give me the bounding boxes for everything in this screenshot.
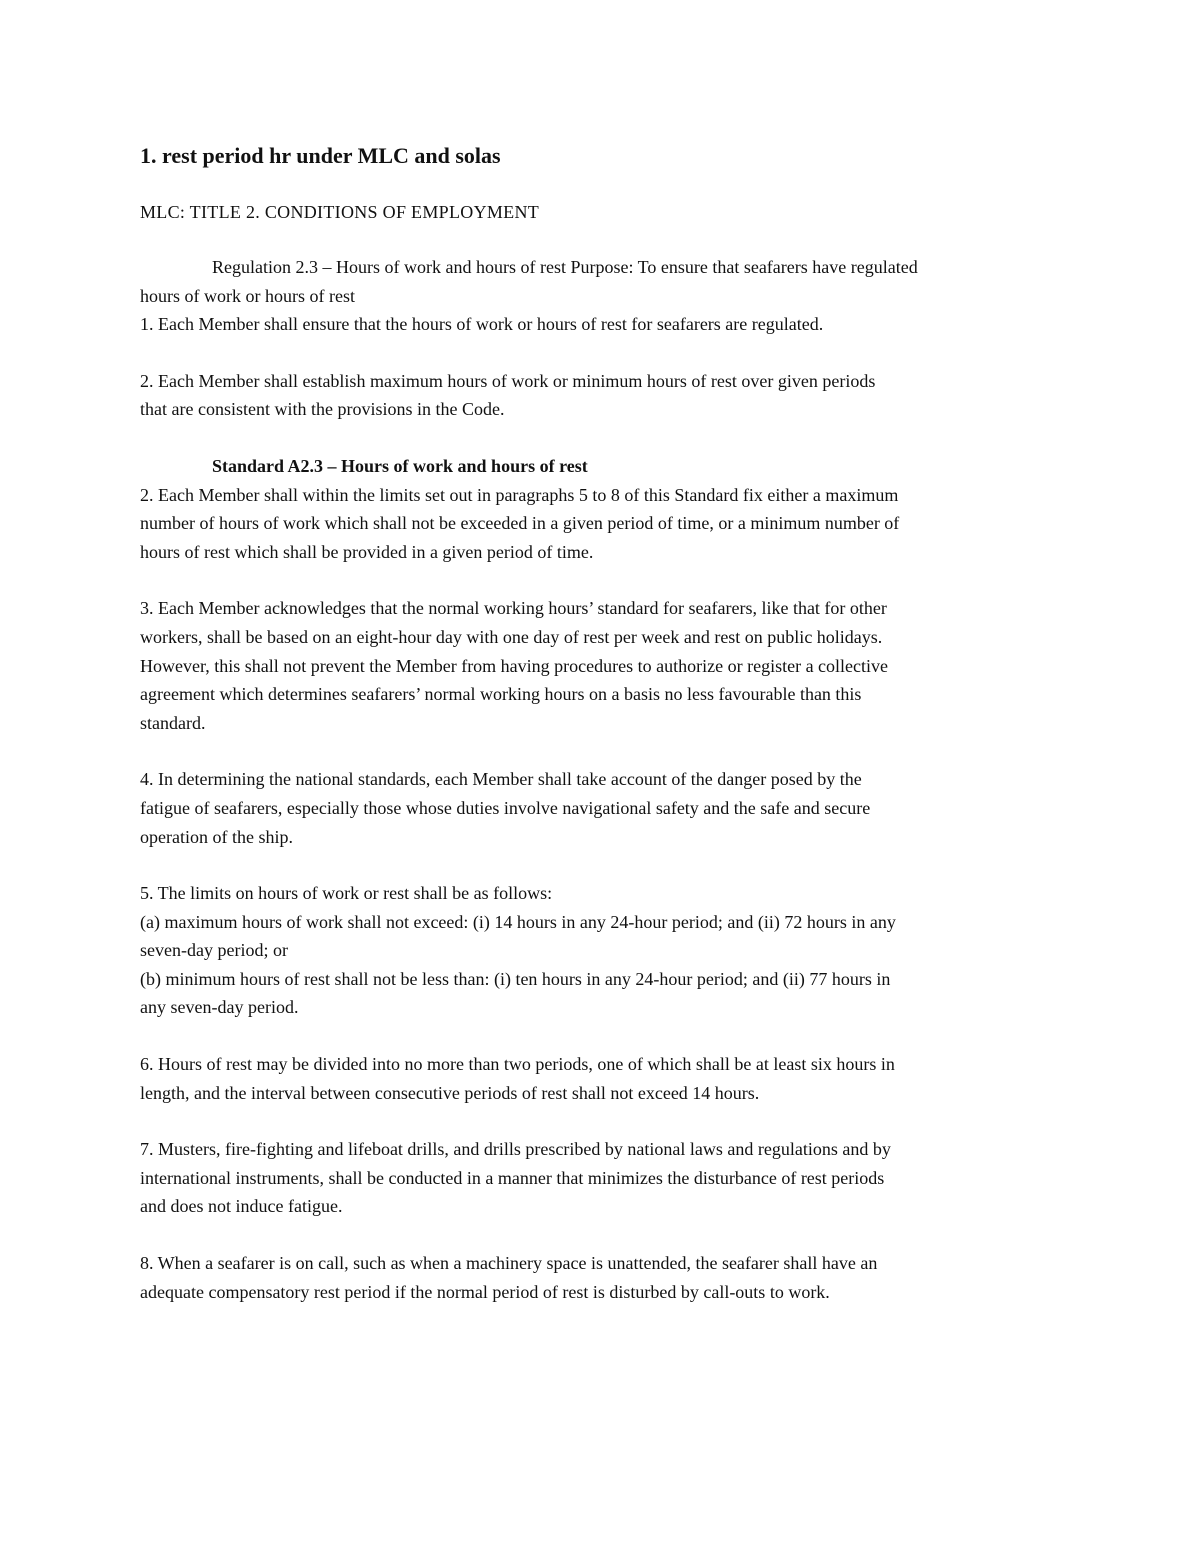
- document-title: 1. rest period hr under MLC and solas: [140, 143, 501, 168]
- standard-paragraph-5: [140, 879, 1060, 1022]
- standard-paragraph-7: [140, 1135, 1060, 1221]
- standard-heading: Standard A2.3 – Hours of work and hours of rest: [212, 455, 588, 476]
- standard-paragraph-2: [140, 481, 1060, 567]
- regulation-intro-line-1: Regulation 2.3 – Hours of work and hours of rest Purpose: To ensure that seafarers have regulated: [212, 257, 918, 277]
- paragraph-line: 6. Hours of rest may be divided into no more than two periods, one of which shall be at least six hours in: [140, 1054, 895, 1075]
- paragraph-line: and does not induce fatigue.: [140, 1196, 343, 1217]
- paragraph-line: hours of rest which shall be provided in a given period of time.: [140, 541, 594, 562]
- regulation-paragraph-2-line-1: 2. Each Member shall establish maximum hours of work or minimum hours of rest over given periods: [140, 370, 876, 391]
- paragraph-line: adequate compensatory rest period if the normal period of rest is disturbed by call-outs to work.: [140, 1281, 830, 1302]
- paragraph-line: 7. Musters, fire-fighting and lifeboat drills, and drills prescribed by national laws and regulations and by: [140, 1139, 891, 1160]
- paragraph-line: fatigue of seafarers, especially those whose duties involve navigational safety and the safe and secure: [140, 797, 871, 818]
- paragraph-line: length, and the interval between consecutive periods of rest shall not exceed 14 hours.: [140, 1082, 760, 1103]
- standard-paragraph-3: [140, 594, 1060, 737]
- regulation-intro-line-2: hours of work or hours of rest: [140, 285, 355, 306]
- standard-paragraph-6: [140, 1050, 1060, 1107]
- paragraph-line: 2. Each Member shall within the limits set out in paragraphs 5 to 8 of this Standard fix either a maximum: [140, 484, 899, 505]
- regulation-paragraph-2-line-2: that are consistent with the provisions in the Code.: [140, 399, 505, 420]
- paragraph-line: number of hours of work which shall not be exceeded in a given period of time, or a minimum number of: [140, 513, 900, 534]
- regulation-paragraph-1: 1. Each Member shall ensure that the hours of work or hours of rest for seafarers are regulated.: [140, 314, 824, 335]
- section-heading: MLC: TITLE 2. CONDITIONS OF EMPLOYMENT: [140, 202, 540, 222]
- standard-block: [140, 452, 1060, 1306]
- paragraph-line: 5. The limits on hours of work or rest shall be as follows:: [140, 883, 553, 904]
- paragraph-line: (a) maximum hours of work shall not exceed: (i) 14 hours in any 24-hour period; and (ii) 72 hours in any: [140, 911, 896, 932]
- paragraph-line: 3. Each Member acknowledges that the normal working hours’ standard for seafarers, like that for other: [140, 598, 887, 619]
- paragraph-line: any seven-day period.: [140, 997, 299, 1018]
- paragraph-line: international instruments, shall be conducted in a manner that minimizes the disturbance of rest periods: [140, 1167, 885, 1188]
- standard-paragraph-4: [140, 765, 1060, 851]
- paragraph-line: workers, shall be based on an eight-hour day with one day of rest per week and rest on public holidays.: [140, 626, 883, 647]
- paragraph-line: However, this shall not prevent the Member from having procedures to authorize or register a collective: [140, 655, 889, 676]
- document-page: [140, 140, 1060, 1306]
- paragraph-line: operation of the ship.: [140, 826, 293, 847]
- paragraph-line: seven-day period; or: [140, 940, 288, 961]
- paragraph-line: agreement which determines seafarers’ normal working hours on a basis no less favourable than this: [140, 684, 862, 705]
- standard-paragraph-8: [140, 1249, 1060, 1306]
- paragraph-line: 4. In determining the national standards, each Member shall take account of the danger posed by the: [140, 769, 862, 790]
- paragraph-line: (b) minimum hours of rest shall not be less than: (i) ten hours in any 24-hour period; and (ii) 77 hours in: [140, 968, 891, 989]
- regulation-block: [140, 253, 1060, 424]
- paragraph-line: standard.: [140, 712, 206, 733]
- paragraph-line: 8. When a seafarer is on call, such as when a machinery space is unattended, the seafarer shall have an: [140, 1253, 878, 1274]
